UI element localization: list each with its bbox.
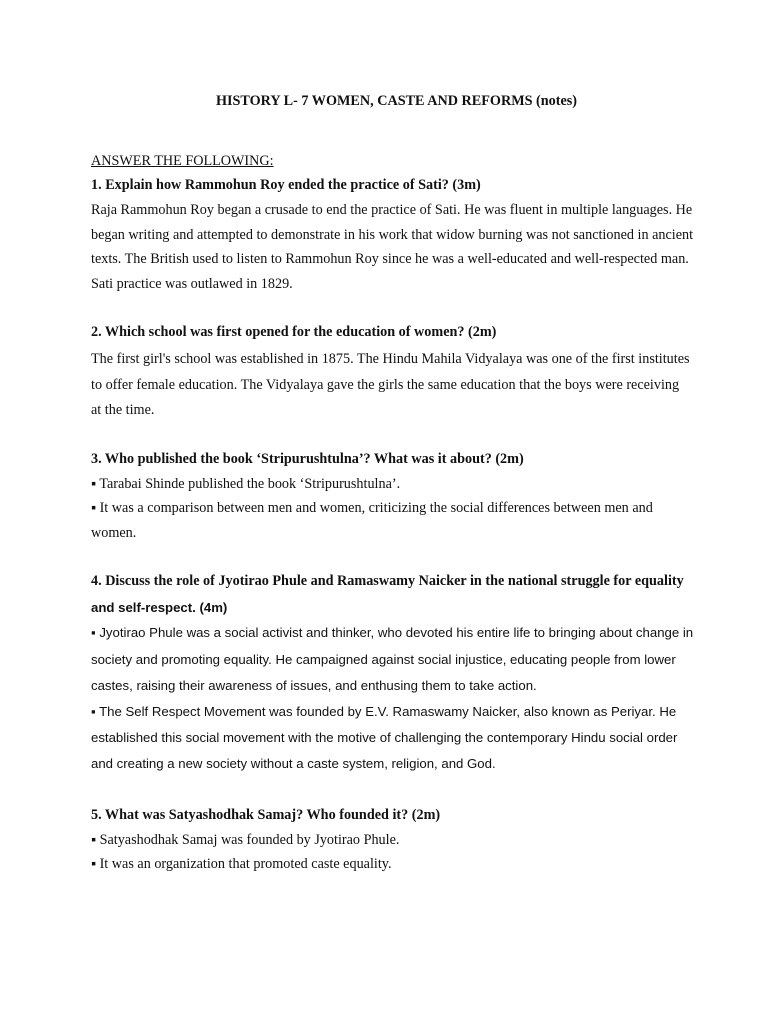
question-3: 3. Who published the book ‘Stripurushtulna’? What was it about? (2m): [91, 451, 524, 467]
answer-2-line-3: at the time.: [91, 402, 155, 418]
answer-4-line-6: and creating a new society without a caste system, religion, and God.: [91, 756, 496, 771]
answer-4-line-2: society and promoting equality. He campaigned against social injustice, educating people from lower: [91, 652, 676, 667]
answer-1-line-4: Sati practice was outlawed in 1829.: [91, 276, 293, 292]
question-2: 2. Which school was first opened for the education of women? (2m): [91, 324, 497, 340]
question-1: 1. Explain how Rammohun Roy ended the practice of Sati? (3m): [91, 177, 481, 193]
answer-1-line-2: began writing and attempted to demonstrate in his work that widow burning was not sanctioned in ancient: [91, 227, 694, 243]
answer-1-line-3: texts. The British used to listen to Rammohun Roy since he was a well-educated and well-respected man.: [91, 251, 689, 267]
answer-2-line-1: The first girl's school was established in 1875. The Hindu Mahila Vidyalaya was one of the first institutes: [91, 351, 690, 367]
answer-2-line-2: to offer female education. The Vidyalaya gave the girls the same education that the boys were receiving: [91, 377, 680, 393]
answer-4-line-1: ▪ Jyotirao Phule was a social activist and thinker, who devoted his entire life to bringing about change in: [91, 625, 694, 640]
answer-5-line-2: ▪ It was an organization that promoted caste equality.: [91, 856, 392, 872]
instruction-heading: ANSWER THE FOLLOWING:: [91, 153, 274, 169]
document-title: HISTORY L- 7 WOMEN, CASTE AND REFORMS (notes): [215, 93, 578, 109]
question-4-line-1: 4. Discuss the role of Jyotirao Phule and Ramaswamy Naicker in the national struggle for equality: [91, 573, 684, 589]
answer-4-line-4: ▪ The Self Respect Movement was founded by E.V. Ramaswamy Naicker, also known as Periyar. He: [91, 704, 677, 719]
answer-3-line-2: ▪ It was a comparison between men and women, criticizing the social differences between men and: [91, 500, 653, 516]
answer-3-line-1: ▪ Tarabai Shinde published the book ‘Stripurushtulna’.: [91, 476, 401, 492]
answer-5-line-1: ▪ Satyashodhak Samaj was founded by Jyotirao Phule.: [91, 832, 400, 848]
answer-1-line-1: Raja Rammohun Roy began a crusade to end the practice of Sati. He was fluent in multiple languages. He: [91, 202, 693, 218]
answer-4-line-3: castes, raising their awareness of issues, and enthusing them to take action.: [91, 678, 537, 693]
question-4-line-2: and self-respect. (4m): [91, 600, 228, 615]
answer-4-line-5: established this social movement with the motive of challenging the contemporary Hindu social order: [91, 730, 678, 745]
answer-3-line-3: women.: [91, 525, 137, 541]
question-5: 5. What was Satyashodhak Samaj? Who founded it? (2m): [91, 807, 441, 823]
